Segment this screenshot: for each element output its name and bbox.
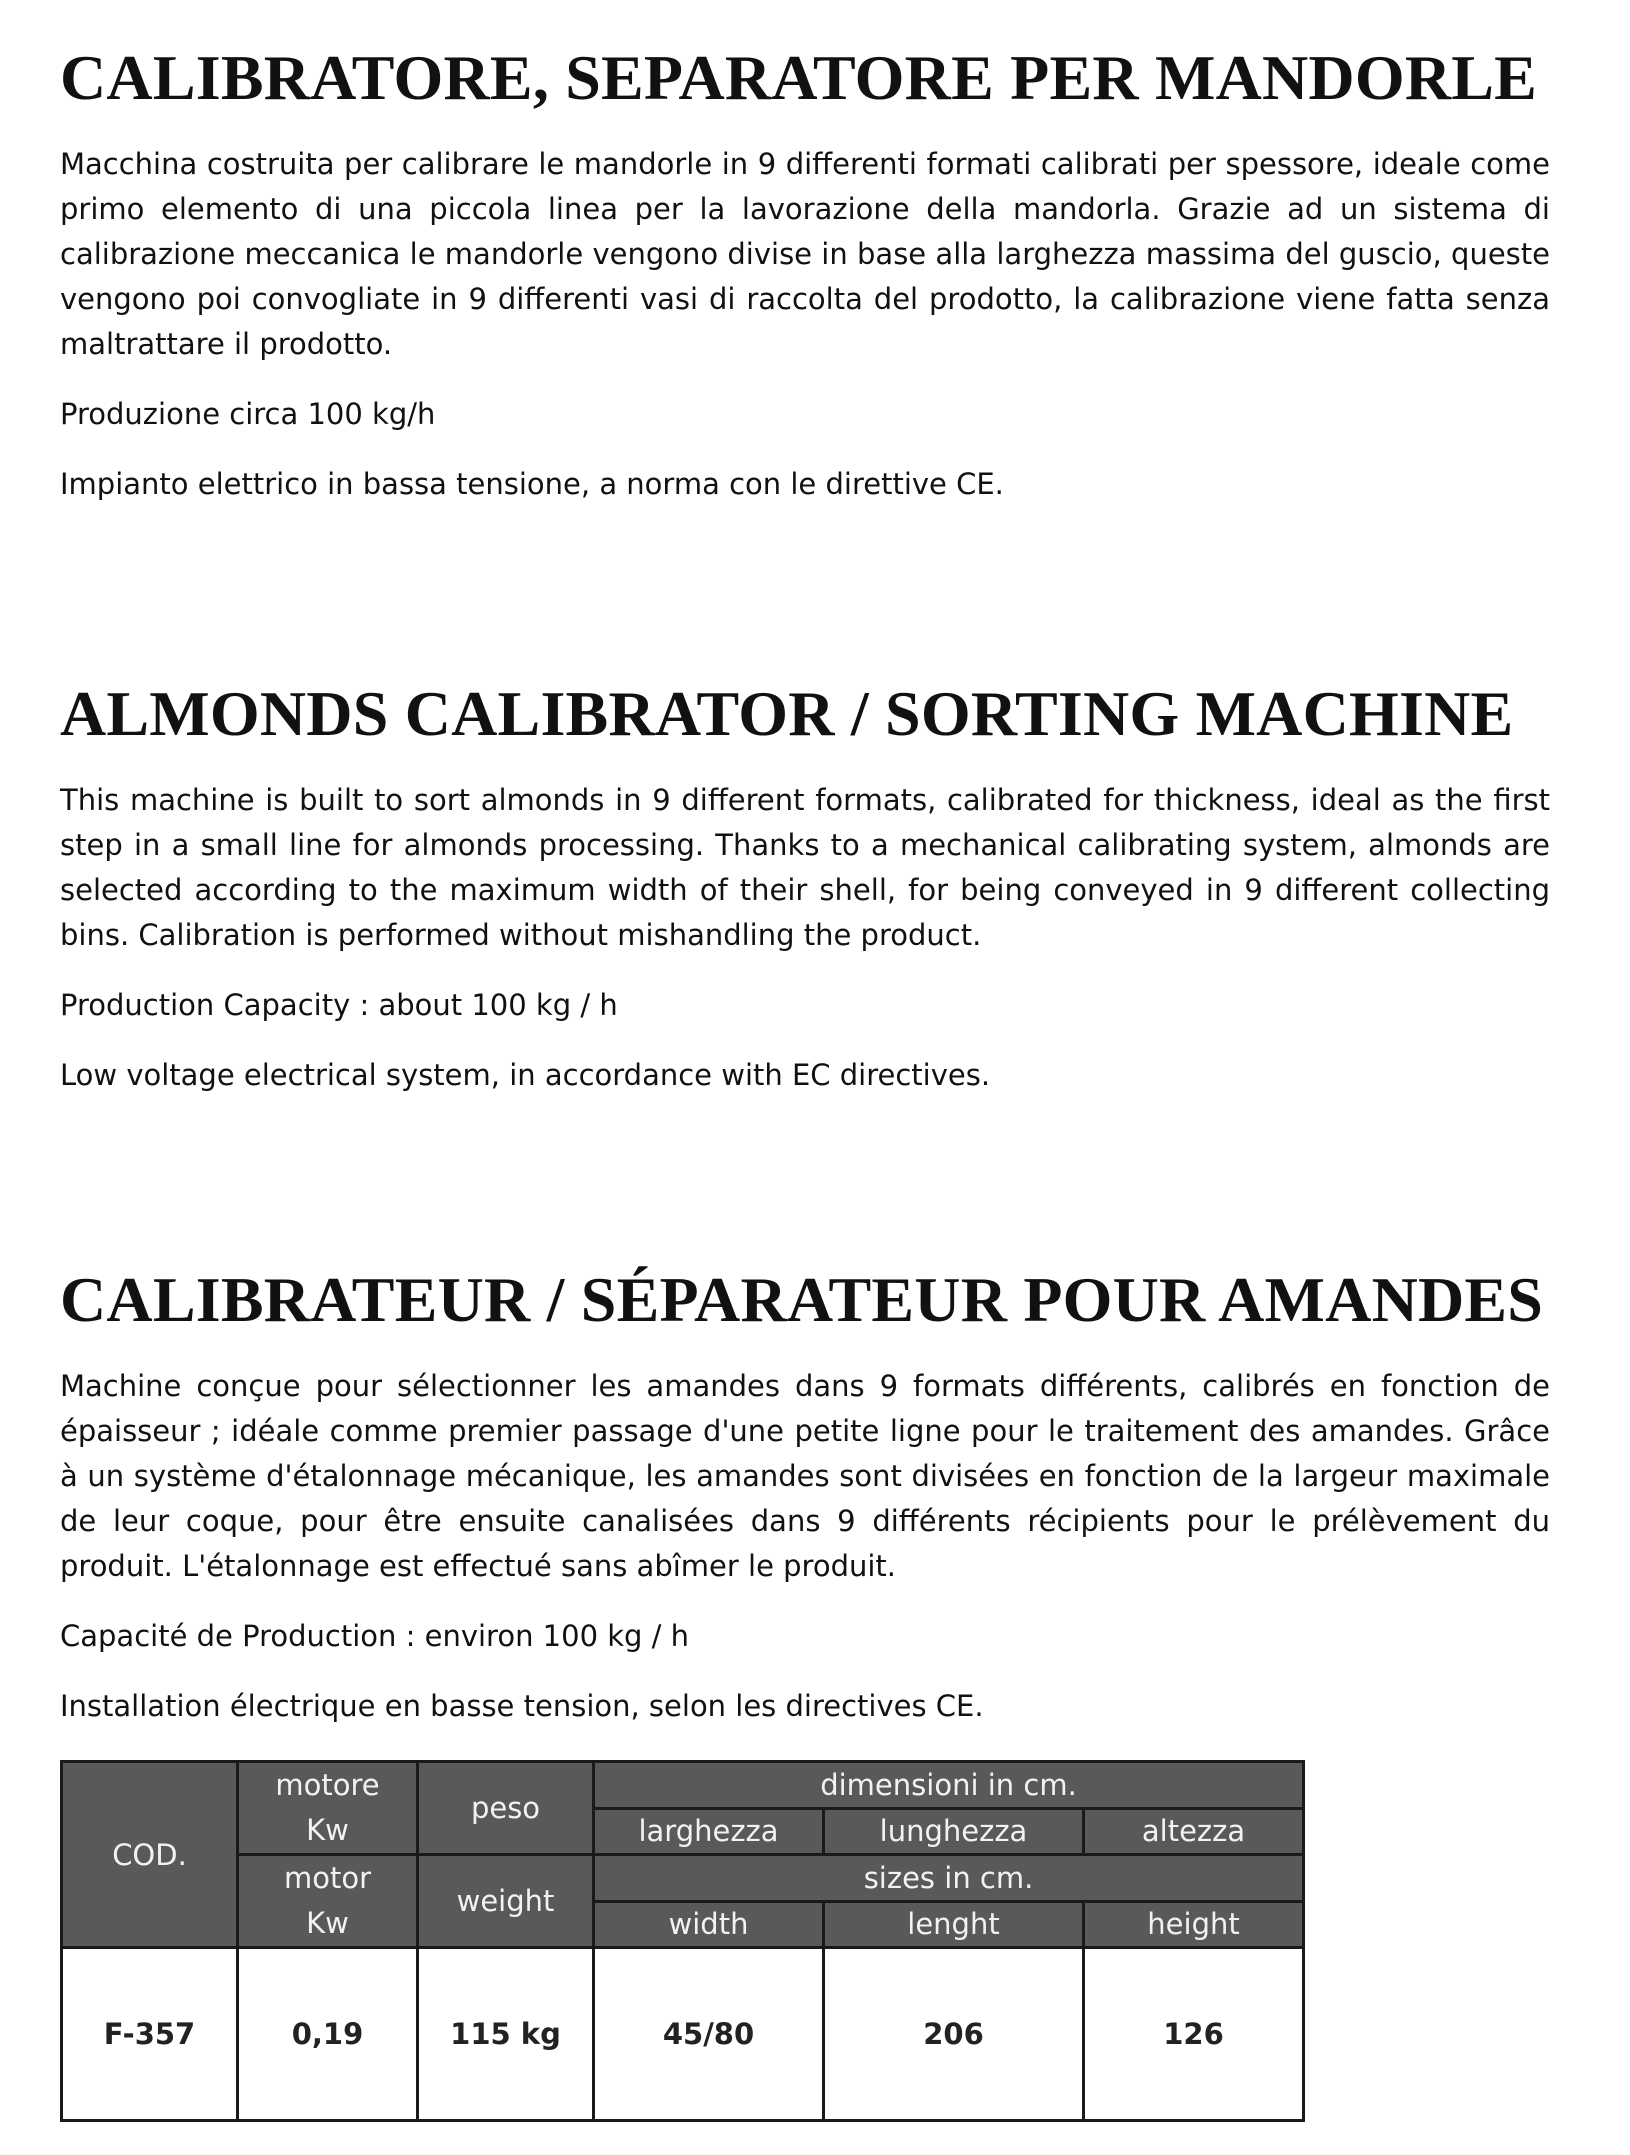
electrical-french: Installation électrique en basse tension, selon les directives CE. (60, 1689, 984, 1723)
title-italian: CALIBRATORE, SEPARATORE PER MANDORLE (60, 42, 1538, 113)
table-row (62, 1948, 1304, 2121)
header-dimensions-en: sizes in cm. (594, 1855, 1304, 1902)
description-french: Machine conçue pour sélectionner les amandes dans 9 formats différents, calibrés en fonction de épaisseur ; idéale comme premier passage d'une petite ligne pour le traitement des amandes. Grâce à un système d'étalonnage mécanique, les amandes sont divisées en fonction de la largeur maximale de leur coque, pour être ensuite canalisées dans 9 différents récipients pour le prélèvement du produit. L'étalonnage est effectué sans abîmer le produit. (60, 1369, 1550, 1583)
spec-table (60, 1760, 1305, 2122)
header-motor-label: motor (283, 1861, 372, 1895)
cell-cod: F-357 (62, 1948, 238, 2121)
production-french: Capacité de Production : environ 100 kg / h (60, 1619, 690, 1653)
header-width: width (594, 1901, 824, 1948)
header-motore-label: motore (275, 1768, 380, 1802)
cell-weight: 115 kg (418, 1948, 594, 2121)
header-kw-en-label: Kw (306, 1906, 349, 1940)
production-italian: Produzione circa 100 kg/h (60, 397, 436, 431)
header-height: height (1084, 1901, 1304, 1948)
header-peso: peso (418, 1762, 594, 1855)
cell-height: 126 (1084, 1948, 1304, 2121)
header-lunghezza: lunghezza (824, 1808, 1084, 1855)
description-italian: Macchina costruita per calibrare le mandorle in 9 differenti formati calibrati per spessore, ideale come primo elemento di una piccola linea per la lavorazione della mandorla. Grazie ad un sistema di calibrazione meccanica le mandorle vengono divise in base alla larghezza massima del guscio, queste vengono poi convogliate in 9 differenti vasi di raccolta del prodotto, la calibrazione viene fatta senza maltrattare il prodotto. (60, 147, 1550, 361)
cell-width: 45/80 (594, 1948, 824, 2121)
header-altezza: altezza (1084, 1808, 1304, 1855)
header-motor-en (238, 1855, 418, 1948)
header-cod: COD. (62, 1762, 238, 1948)
title-french: CALIBRATEUR / SÉPARATEUR POUR AMANDES (60, 1264, 1544, 1335)
header-weight: weight (418, 1855, 594, 1948)
cell-length: 206 (824, 1948, 1084, 2121)
header-kw-it-label: Kw (306, 1813, 349, 1847)
section-english (60, 676, 1550, 1098)
section-french (60, 1262, 1550, 1729)
description-english: This machine is built to sort almonds in 9 different formats, calibrated for thickness, ideal as the first step in a small line for almonds processing. Thanks to a mechanical calibrating system, almonds are selected according to the maximum width of their shell, for being conveyed in 9 different collecting bins. Calibration is performed without mishandling the product. (60, 783, 1550, 952)
electrical-english: Low voltage electrical system, in accordance with EC directives. (60, 1058, 991, 1092)
production-english: Production Capacity : about 100 kg / h (60, 988, 618, 1022)
header-motor-it (238, 1762, 418, 1855)
cell-kw: 0,19 (238, 1948, 418, 2121)
title-english: ALMONDS CALIBRATOR / SORTING MACHINE (60, 678, 1514, 749)
header-dimensions-it: dimensioni in cm. (594, 1762, 1304, 1809)
electrical-italian: Impianto elettrico in bassa tensione, a norma con le direttive CE. (60, 467, 1004, 501)
header-lenght: lenght (824, 1901, 1084, 1948)
section-italian (60, 40, 1550, 507)
header-larghezza: larghezza (594, 1808, 824, 1855)
